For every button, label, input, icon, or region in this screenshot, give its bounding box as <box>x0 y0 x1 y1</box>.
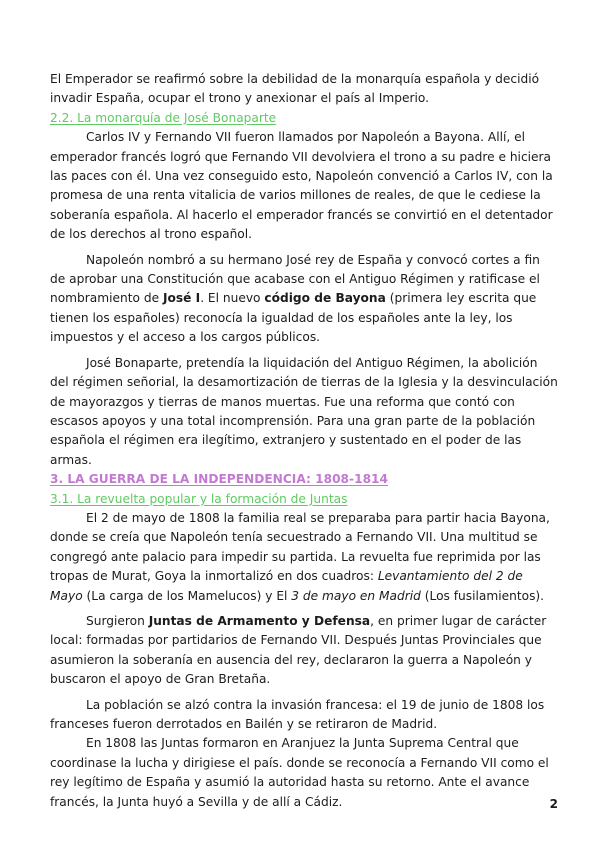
heading-2-2: 2.2. La monarquía de José Bonaparte <box>50 110 277 125</box>
juntas-bold: Juntas de Armamento y Defensa <box>148 613 371 628</box>
paragraph-mayo-text-2: (La carga de los Mamelucos) y El <box>82 588 292 603</box>
heading-3: 3. LA GUERRA DE LA INDEPENDENCIA: 1808-1814 <box>50 472 389 487</box>
paragraph-poblacion: La población se alzó contra la invasión francesa: el 19 de junio de 1808 los franceses fueron derrotados en Bailén y se retiraron de Madrid. <box>50 697 545 731</box>
paragraph-juntas-text-2: , en primer lugar de carácter local: formadas por partidarios de Fernando VII. Después Juntas Provinciales que asumieron la soberanía en ausencia del rey, declararon la guerra a Napoleón y buscaron el apoyo de Gran Bretaña. <box>50 613 547 687</box>
paragraph-aranjuez: En 1808 las Juntas formaron en Aranjuez la Junta Suprema Central que coordinase la lucha y dirigiese el país. donde se reconocía a Fernando VII como el rey legítimo de España y asumió la autoridad hasta su retorno. Ante el avance francés, la Junta huyó a Sevilla y de allí a Cádiz. <box>50 736 549 809</box>
jose-i-bold: José I <box>162 291 201 306</box>
paragraph-napoleon-text-2: . El nuevo <box>200 291 265 306</box>
paragraph-2-de-mayo <box>50 509 558 606</box>
page-number: 2 <box>549 797 558 811</box>
paragraph-mayo-text-1: El 2 de mayo de 1808 la familia real se preparaba para partir hacia Bayona, donde se creía que Napoleón tenía secuestrado a Fernando VII. Una multitud se congregó ante palacio para impedir su partida. La revuelta fue reprimida por las tropas de Murat, Goya la inmortalizó en dos cuadros: <box>50 510 550 584</box>
paragraph-napoleon-text-3: (primera ley escrita que tienen los españoles) reconocía la igualdad de los españoles ante la ley, los impuestos y el acceso a los cargos públicos. <box>50 291 537 345</box>
paragraph-napoleon-text-1: Napoleón nombró a su hermano José rey de España y convocó cortes a fin de aprobar una Constitución que acabase con el Antiguo Régimen y ratificase el nombramiento de <box>50 252 540 306</box>
paragraph-carlos: Carlos IV y Fernando VII fueron llamados por Napoleón a Bayona. Allí, el emperador francés logró que Fernando VII devolviera el trono a su padre e hiciera las paces con él. Una vez conseguido esto, Napoleón convenció a Carlos IV, con la promesa de una renta vitalicia de varios millones de reales, de que le cediese la soberanía española. Al hacerlo el emperador francés se convirtió en el detentador de los derechos al trono español. <box>50 130 553 242</box>
heading-3-1: 3.1. La revuelta popular y la formación de Juntas <box>50 491 348 506</box>
document-page <box>50 70 558 812</box>
painting-title-2: 3 de mayo en Madrid <box>291 588 421 603</box>
painting-title-1: Levantamiento del 2 de Mayo <box>50 569 523 603</box>
codigo-bayona-bold: código de Bayona <box>264 291 386 306</box>
paragraph-mayo-text-3: (Los fusilamientos). <box>420 588 545 603</box>
paragraph-napoleon <box>50 251 558 348</box>
paragraph-juntas <box>50 612 558 690</box>
paragraph-jose-bonaparte: José Bonaparte, pretendía la liquidación del Antiguo Régimen, la abolición del régimen señorial, la desamortización de tierras de la Iglesia y la desvinculación de mayorazgos y tierras de manos muertas. Fue una reforma que contó con escasos apoyos y una total incomprensión. Para una gran parte de la población española el régimen era ilegítimo, extranjero y sustentado en el poder de las armas. <box>50 355 558 467</box>
paragraph-intro: El Emperador se reafirmó sobre la debilidad de la monarquía española y decidió invadir España, ocupar el trono y anexionar el país al Imperio. <box>50 72 540 106</box>
paragraph-juntas-text-1: Surgieron <box>86 613 149 628</box>
